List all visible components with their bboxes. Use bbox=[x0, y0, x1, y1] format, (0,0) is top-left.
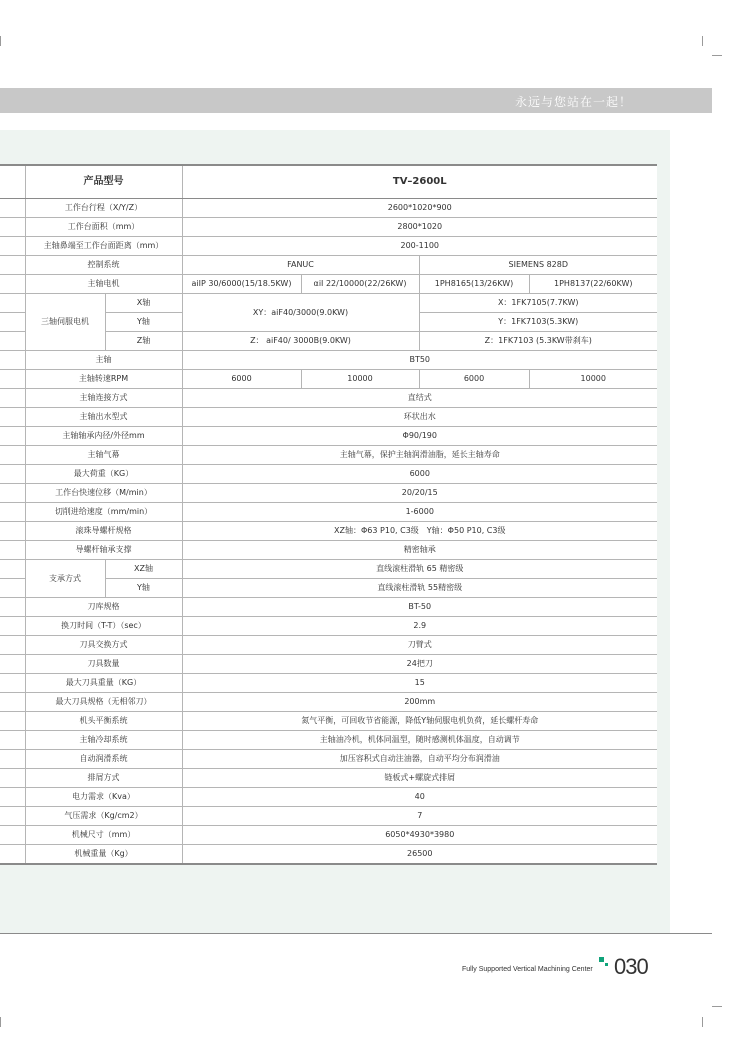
page-marker-icon bbox=[605, 963, 608, 966]
left-stub-cell bbox=[0, 503, 25, 522]
table-row bbox=[0, 465, 657, 484]
row-label: 气压需求（Kg/cm2） bbox=[25, 807, 182, 826]
row-value-siemens: Z：1FK7103 (5.3KW带刹车) bbox=[419, 332, 657, 351]
table-row bbox=[0, 275, 657, 294]
row-value: 200-1100 bbox=[182, 237, 657, 256]
left-stub-cell bbox=[0, 389, 25, 408]
table-row bbox=[0, 294, 657, 313]
row-label: 主轴连接方式 bbox=[25, 389, 182, 408]
table-row bbox=[0, 560, 657, 579]
left-stub-cell bbox=[0, 199, 25, 218]
crop-mark bbox=[0, 1017, 1, 1027]
left-stub-cell bbox=[0, 617, 25, 636]
row-value-fanuc: XY：aiF40/3000(9.0KW) bbox=[182, 294, 419, 332]
row-value: 20/20/15 bbox=[182, 484, 657, 503]
row-label: 工作台快速位移（M/min） bbox=[25, 484, 182, 503]
row-value: 直线滚柱滑轨 55精密级 bbox=[182, 579, 657, 598]
left-stub-cell bbox=[0, 446, 25, 465]
row-value: 10000 bbox=[301, 370, 419, 389]
table-row bbox=[0, 408, 657, 427]
table-row bbox=[0, 484, 657, 503]
table-row bbox=[0, 503, 657, 522]
footer-caption: Fully Supported Vertical Machining Center bbox=[462, 966, 593, 973]
row-value: 精密轴承 bbox=[182, 541, 657, 560]
table-row bbox=[0, 598, 657, 617]
slogan-banner bbox=[0, 88, 712, 113]
row-label: 最大刀具重量（KG） bbox=[25, 674, 182, 693]
crop-mark bbox=[712, 1006, 722, 1007]
row-label: 机械重量（Kg） bbox=[25, 845, 182, 865]
table-row bbox=[0, 636, 657, 655]
row-value: 6000 bbox=[419, 370, 529, 389]
left-stub-cell bbox=[0, 788, 25, 807]
table-row bbox=[0, 237, 657, 256]
row-label: 主轴气幕 bbox=[25, 446, 182, 465]
sub-label: Y轴 bbox=[105, 313, 182, 332]
row-value: 直线滚柱滑轨 65 精密级 bbox=[182, 560, 657, 579]
spec-table bbox=[0, 164, 657, 865]
left-stub-cell bbox=[0, 636, 25, 655]
table-row bbox=[0, 256, 657, 275]
row-label: 刀库规格 bbox=[25, 598, 182, 617]
row-value: 1PH8137(22/60KW) bbox=[529, 275, 657, 294]
row-value-siemens: X：1FK7105(7.7KW) bbox=[419, 294, 657, 313]
row-value: 链板式+螺旋式排屑 bbox=[182, 769, 657, 788]
row-label: 支承方式 bbox=[25, 560, 105, 598]
row-value: 6000 bbox=[182, 370, 301, 389]
row-label: 最大荷重（KG） bbox=[25, 465, 182, 484]
row-value: aiIP 30/6000(15/18.5KW) bbox=[182, 275, 301, 294]
left-stub-cell bbox=[0, 332, 25, 351]
row-label: 电力需求（Kva） bbox=[25, 788, 182, 807]
table-header-row bbox=[0, 165, 657, 199]
table-row bbox=[0, 655, 657, 674]
row-value: 15 bbox=[182, 674, 657, 693]
row-label: 主轴出水型式 bbox=[25, 408, 182, 427]
sub-label: Y轴 bbox=[105, 579, 182, 598]
left-stub-cell bbox=[0, 218, 25, 237]
table-row bbox=[0, 370, 657, 389]
row-value: BT50 bbox=[182, 351, 657, 370]
left-stub-cell bbox=[0, 408, 25, 427]
row-value: 加压容积式自动注油器，自动平均分布润滑油 bbox=[182, 750, 657, 769]
row-value-fanuc: Z： aiF40/ 3000B(9.0KW) bbox=[182, 332, 419, 351]
row-label: 切削进给速度（mm/min） bbox=[25, 503, 182, 522]
page-marker-icon bbox=[599, 957, 604, 962]
left-stub-cell bbox=[0, 769, 25, 788]
row-label: 主轴鼻端至工作台面距离（mm） bbox=[25, 237, 182, 256]
left-stub-cell bbox=[0, 845, 25, 865]
left-stub-cell bbox=[0, 731, 25, 750]
row-label: 主轴轴承内径/外径mm bbox=[25, 427, 182, 446]
row-value: 1PH8165(13/26KW) bbox=[419, 275, 529, 294]
left-stub-cell bbox=[0, 313, 25, 332]
row-value-fanuc: FANUC bbox=[182, 256, 419, 275]
table-row bbox=[0, 693, 657, 712]
table-row bbox=[0, 617, 657, 636]
model-label: 产品型号 bbox=[25, 165, 182, 199]
row-value: 40 bbox=[182, 788, 657, 807]
row-value: XZ轴：Φ63 P10, C3级 Y轴：Φ50 P10, C3级 bbox=[182, 522, 657, 541]
row-label: 主轴电机 bbox=[25, 275, 182, 294]
left-stub-cell bbox=[0, 541, 25, 560]
row-label: 滚珠导螺杆规格 bbox=[25, 522, 182, 541]
row-label: 机械尺寸（mm） bbox=[25, 826, 182, 845]
left-stub-cell bbox=[0, 427, 25, 446]
left-stub-cell bbox=[0, 560, 25, 579]
row-value: 主轴油冷机，机体同温型，随时感测机体温度，自动调节 bbox=[182, 731, 657, 750]
left-stub-cell bbox=[0, 370, 25, 389]
row-value: 24把刀 bbox=[182, 655, 657, 674]
sub-label: XZ轴 bbox=[105, 560, 182, 579]
row-value: 26500 bbox=[182, 845, 657, 865]
row-value: 环状出水 bbox=[182, 408, 657, 427]
row-value: 氮气平衡，可回收节省能源，降低Y轴伺服电机负荷，延长螺杆寿命 bbox=[182, 712, 657, 731]
sub-label: Z轴 bbox=[105, 332, 182, 351]
row-value-siemens: SIEMENS 828D bbox=[419, 256, 657, 275]
table-row bbox=[0, 731, 657, 750]
table-row bbox=[0, 769, 657, 788]
row-value: 2.9 bbox=[182, 617, 657, 636]
sub-label: X轴 bbox=[105, 294, 182, 313]
row-label: 排屑方式 bbox=[25, 769, 182, 788]
crop-mark bbox=[0, 36, 1, 46]
left-stub-cell bbox=[0, 598, 25, 617]
row-label: 工作台行程（X/Y/Z） bbox=[25, 199, 182, 218]
left-stub-cell bbox=[0, 275, 25, 294]
table-row bbox=[0, 522, 657, 541]
table-row bbox=[0, 427, 657, 446]
row-label: 工作台面积（mm） bbox=[25, 218, 182, 237]
row-value: 10000 bbox=[529, 370, 657, 389]
left-stub-cell bbox=[0, 579, 25, 598]
table-row bbox=[0, 807, 657, 826]
table-row bbox=[0, 446, 657, 465]
left-stub-cell bbox=[0, 237, 25, 256]
left-stub-cell bbox=[0, 655, 25, 674]
row-label: 自动润滑系统 bbox=[25, 750, 182, 769]
row-label: 刀具数量 bbox=[25, 655, 182, 674]
table-row bbox=[0, 541, 657, 560]
row-label: 控制系统 bbox=[25, 256, 182, 275]
panel-bottom-rule bbox=[0, 933, 712, 934]
row-value: BT-50 bbox=[182, 598, 657, 617]
left-stub-cell bbox=[0, 674, 25, 693]
row-value-siemens: Y：1FK7103(5.3KW) bbox=[419, 313, 657, 332]
row-value: 直结式 bbox=[182, 389, 657, 408]
row-label: 三轴伺服电机 bbox=[25, 294, 105, 351]
row-label: 导螺杆轴承支撑 bbox=[25, 541, 182, 560]
left-stub-cell bbox=[0, 484, 25, 503]
row-label: 主轴冷却系统 bbox=[25, 731, 182, 750]
row-value: 刀臂式 bbox=[182, 636, 657, 655]
row-label: 机头平衡系统 bbox=[25, 712, 182, 731]
row-value: 主轴气幕，保护主轴润滑油脂，延长主轴寿命 bbox=[182, 446, 657, 465]
row-value: 2800*1020 bbox=[182, 218, 657, 237]
row-value: 6000 bbox=[182, 465, 657, 484]
left-stub-cell bbox=[0, 826, 25, 845]
left-stub-cell bbox=[0, 750, 25, 769]
table-row bbox=[0, 712, 657, 731]
left-stub-cell bbox=[0, 465, 25, 484]
table-row bbox=[0, 218, 657, 237]
row-value: Φ90/190 bbox=[182, 427, 657, 446]
row-label: 主轴转速RPM bbox=[25, 370, 182, 389]
left-stub-cell bbox=[0, 165, 25, 199]
left-stub-cell bbox=[0, 294, 25, 313]
crop-mark bbox=[702, 36, 703, 46]
table-row bbox=[0, 674, 657, 693]
table-row bbox=[0, 750, 657, 769]
table-row bbox=[0, 845, 657, 865]
row-label: 主轴 bbox=[25, 351, 182, 370]
table-row bbox=[0, 351, 657, 370]
table-row bbox=[0, 389, 657, 408]
table-row bbox=[0, 199, 657, 218]
row-value: 6050*4930*3980 bbox=[182, 826, 657, 845]
row-value: αiI 22/10000(22/26KW) bbox=[301, 275, 419, 294]
row-label: 刀具交换方式 bbox=[25, 636, 182, 655]
left-stub-cell bbox=[0, 807, 25, 826]
left-stub-cell bbox=[0, 712, 25, 731]
table-row bbox=[0, 788, 657, 807]
page-number: 030 bbox=[614, 954, 648, 979]
left-stub-cell bbox=[0, 693, 25, 712]
row-value: 1-6000 bbox=[182, 503, 657, 522]
row-value: 7 bbox=[182, 807, 657, 826]
row-label: 换刀时间（T-T）（sec） bbox=[25, 617, 182, 636]
slogan-text: 永远与您站在一起！ bbox=[514, 95, 632, 109]
left-stub-cell bbox=[0, 351, 25, 370]
model-name: TV–2600L bbox=[182, 165, 657, 199]
left-stub-cell bbox=[0, 522, 25, 541]
left-stub-cell bbox=[0, 256, 25, 275]
row-value: 200mm bbox=[182, 693, 657, 712]
table-row bbox=[0, 826, 657, 845]
row-label: 最大刀具规格（无相邻刀） bbox=[25, 693, 182, 712]
row-value: 2600*1020*900 bbox=[182, 199, 657, 218]
crop-mark bbox=[702, 1017, 703, 1027]
crop-mark bbox=[712, 55, 722, 56]
